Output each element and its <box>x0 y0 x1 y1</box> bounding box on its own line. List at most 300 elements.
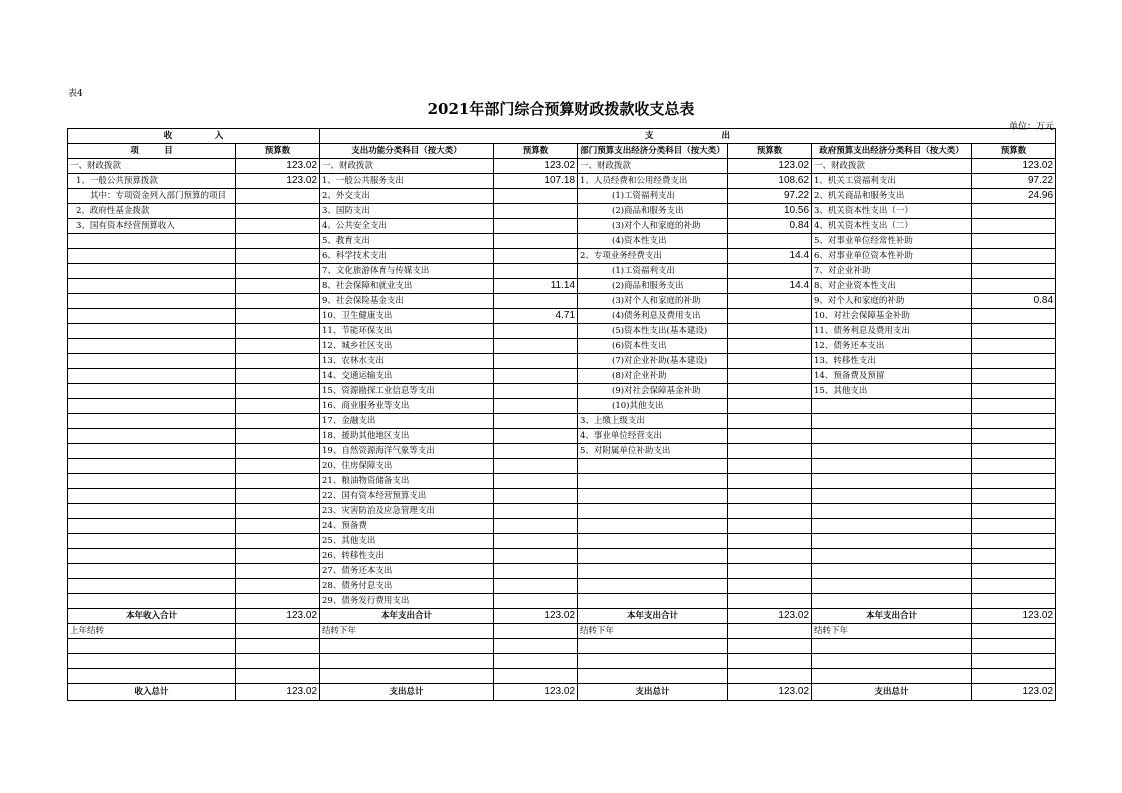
empty-cell <box>578 669 728 684</box>
label-cell <box>68 459 236 474</box>
label-cell: 结转下年 <box>320 624 494 639</box>
budget-cell <box>236 594 320 609</box>
budget-cell: 123.02 <box>728 609 812 624</box>
table-row <box>68 249 1056 264</box>
budget-cell <box>728 459 812 474</box>
budget-cell <box>728 414 812 429</box>
empty-cell <box>68 654 236 669</box>
label-cell: 15、其他支出 <box>812 384 972 399</box>
budget-cell: 108.62 <box>728 174 812 189</box>
label-cell <box>68 354 236 369</box>
budget-cell <box>728 444 812 459</box>
label-cell <box>812 534 972 549</box>
label-cell: 4、机关资本性支出（二） <box>812 219 972 234</box>
label-cell: 13、农林水支出 <box>320 354 494 369</box>
budget-cell: 123.02 <box>494 609 578 624</box>
label-cell <box>812 429 972 444</box>
col-dept-econ: 部门预算支出经济分类科目（按大类） <box>578 144 728 159</box>
empty-cell <box>320 669 494 684</box>
budget-cell <box>494 534 578 549</box>
label-cell: 4、事业单位经营支出 <box>578 429 728 444</box>
budget-cell <box>728 354 812 369</box>
empty-cell <box>812 669 972 684</box>
budget-cell: 123.02 <box>236 684 320 701</box>
budget-cell <box>236 444 320 459</box>
budget-cell <box>236 399 320 414</box>
label-cell: 一、财政拨款 <box>320 159 494 174</box>
label-cell <box>68 594 236 609</box>
label-cell: 28、债务付息支出 <box>320 579 494 594</box>
label-cell <box>68 489 236 504</box>
table-row <box>68 459 1056 474</box>
label-cell: 7、对企业补助 <box>812 264 972 279</box>
empty-cell <box>68 669 236 684</box>
label-cell: 5、对附属单位补助支出 <box>578 444 728 459</box>
budget-cell <box>236 264 320 279</box>
budget-cell: 14.4 <box>728 249 812 264</box>
label-cell <box>578 489 728 504</box>
label-cell: (7)对企业补助(基本建设) <box>578 354 728 369</box>
label-cell: 18、援助其他地区支出 <box>320 429 494 444</box>
empty-cell <box>578 639 728 654</box>
label-cell: 9、对个人和家庭的补助 <box>812 294 972 309</box>
budget-cell <box>972 594 1056 609</box>
empty-cell <box>728 639 812 654</box>
table-label: 表4 <box>68 89 83 99</box>
label-cell: 上年结转 <box>68 624 236 639</box>
empty-cell <box>494 654 578 669</box>
label-cell <box>68 324 236 339</box>
budget-cell <box>494 489 578 504</box>
empty-cell <box>494 639 578 654</box>
table-row <box>68 489 1056 504</box>
label-cell: 2、专项业务经费支出 <box>578 249 728 264</box>
label-cell <box>578 579 728 594</box>
col-item: 项 目 <box>68 144 236 159</box>
budget-cell: 123.02 <box>728 684 812 701</box>
label-cell: 一、财政拨款 <box>578 159 728 174</box>
budget-cell <box>728 429 812 444</box>
table-row <box>68 594 1056 609</box>
budget-cell <box>236 339 320 354</box>
col-budget-income: 预算数 <box>236 144 320 159</box>
budget-cell <box>494 384 578 399</box>
label-cell <box>812 444 972 459</box>
budget-cell <box>236 474 320 489</box>
budget-cell <box>236 489 320 504</box>
budget-cell <box>972 549 1056 564</box>
table-row <box>68 159 1056 174</box>
unit-label: 单位：万元 <box>1008 122 1054 132</box>
budget-cell <box>236 429 320 444</box>
budget-cell <box>236 249 320 264</box>
empty-cell <box>728 654 812 669</box>
label-cell <box>812 549 972 564</box>
label-cell: 支出总计 <box>578 684 728 701</box>
budget-cell <box>236 534 320 549</box>
label-cell <box>578 534 728 549</box>
budget-cell <box>236 309 320 324</box>
label-cell: 11、债务利息及费用支出 <box>812 324 972 339</box>
budget-cell <box>972 309 1056 324</box>
table-row <box>68 504 1056 519</box>
label-cell: 15、资源勘探工业信息等支出 <box>320 384 494 399</box>
budget-cell <box>972 519 1056 534</box>
label-cell <box>68 339 236 354</box>
label-cell <box>68 384 236 399</box>
label-cell: 本年支出合计 <box>320 609 494 624</box>
label-cell <box>68 414 236 429</box>
label-cell <box>812 594 972 609</box>
budget-cell <box>236 204 320 219</box>
label-cell: (4)资本性支出 <box>578 234 728 249</box>
label-cell <box>812 489 972 504</box>
label-cell: 12、城乡社区支出 <box>320 339 494 354</box>
label-cell: (5)资本性支出(基本建设) <box>578 324 728 339</box>
budget-cell <box>494 519 578 534</box>
table-row <box>68 519 1056 534</box>
budget-cell: 10.56 <box>728 204 812 219</box>
label-cell <box>68 579 236 594</box>
header-group-row <box>68 129 1056 144</box>
document-title: 2021年部门综合预算财政拨款收支总表 <box>427 100 695 118</box>
budget-cell <box>728 384 812 399</box>
label-cell: 本年支出合计 <box>578 609 728 624</box>
col-func-cls: 支出功能分类科目（按大类） <box>320 144 494 159</box>
budget-cell <box>236 459 320 474</box>
label-cell: 6、科学技术支出 <box>320 249 494 264</box>
label-cell: 24、预备费 <box>320 519 494 534</box>
budget-cell <box>494 204 578 219</box>
budget-cell <box>728 549 812 564</box>
table-row <box>68 549 1056 564</box>
budget-cell <box>728 234 812 249</box>
label-cell: 23、灾害防治及应急管理支出 <box>320 504 494 519</box>
label-cell: 22、国有资本经营预算支出 <box>320 489 494 504</box>
budget-cell <box>728 534 812 549</box>
empty-cell <box>972 639 1056 654</box>
budget-cell <box>728 579 812 594</box>
budget-cell <box>494 624 578 639</box>
budget-cell <box>972 459 1056 474</box>
budget-cell <box>972 384 1056 399</box>
empty-row <box>68 639 1056 654</box>
table-row <box>68 174 1056 189</box>
budget-cell <box>728 264 812 279</box>
budget-cell <box>972 444 1056 459</box>
table-row <box>68 354 1056 369</box>
budget-cell <box>728 519 812 534</box>
label-cell: 11、节能环保支出 <box>320 324 494 339</box>
budget-cell <box>236 564 320 579</box>
label-cell <box>68 549 236 564</box>
empty-cell <box>236 639 320 654</box>
subtotal-row <box>68 609 1056 624</box>
table-row <box>68 474 1056 489</box>
budget-cell: 0.84 <box>972 294 1056 309</box>
budget-cell <box>972 324 1056 339</box>
budget-cell <box>972 579 1056 594</box>
budget-cell <box>494 579 578 594</box>
budget-cell <box>728 399 812 414</box>
label-cell: 1、人员经费和公用经费支出 <box>578 174 728 189</box>
table-row <box>68 564 1056 579</box>
label-cell: 结转下年 <box>812 624 972 639</box>
label-cell: 12、债务还本支出 <box>812 339 972 354</box>
label-cell: (6)资本性支出 <box>578 339 728 354</box>
label-cell <box>812 414 972 429</box>
budget-cell <box>494 354 578 369</box>
budget-cell <box>494 339 578 354</box>
label-cell <box>578 519 728 534</box>
budget-cell <box>494 504 578 519</box>
income-header: 收 入 <box>68 129 320 144</box>
label-cell: 3、国有资本经营预算收入 <box>68 219 236 234</box>
col-budget-dept: 预算数 <box>728 144 812 159</box>
table-row <box>68 369 1056 384</box>
label-cell: 支出总计 <box>320 684 494 701</box>
expense-header: 支 出 <box>320 129 1056 144</box>
label-cell: 3、上缴上级支出 <box>578 414 728 429</box>
label-cell: (2)商品和服务支出 <box>578 204 728 219</box>
table-row <box>68 534 1056 549</box>
label-cell: 16、商业服务业等支出 <box>320 399 494 414</box>
label-cell: (8)对企业补助 <box>578 369 728 384</box>
budget-summary-table <box>67 128 1056 701</box>
label-cell: (9)对社会保障基金补助 <box>578 384 728 399</box>
budget-cell <box>494 459 578 474</box>
label-cell: 2、外交支出 <box>320 189 494 204</box>
table-row <box>68 189 1056 204</box>
label-cell: 21、粮油物资储备支出 <box>320 474 494 489</box>
budget-cell: 123.02 <box>972 684 1056 701</box>
label-cell <box>812 459 972 474</box>
budget-cell: 97.22 <box>728 189 812 204</box>
col-budget-gov: 预算数 <box>972 144 1056 159</box>
label-cell: 收入总计 <box>68 684 236 701</box>
label-cell <box>68 294 236 309</box>
label-cell: 6、对事业单位资本性补助 <box>812 249 972 264</box>
budget-cell <box>972 219 1056 234</box>
budget-cell <box>236 369 320 384</box>
budget-cell <box>972 369 1056 384</box>
budget-cell: 123.02 <box>236 174 320 189</box>
budget-cell: 123.02 <box>236 159 320 174</box>
budget-cell <box>236 279 320 294</box>
label-cell: (1)工资福利支出 <box>578 189 728 204</box>
budget-cell <box>972 504 1056 519</box>
budget-cell <box>236 504 320 519</box>
label-cell: 1、一般公共预算拨款 <box>68 174 236 189</box>
budget-cell <box>236 324 320 339</box>
budget-cell <box>972 534 1056 549</box>
table-row <box>68 339 1056 354</box>
table-row <box>68 384 1056 399</box>
label-cell: (10)其他支出 <box>578 399 728 414</box>
budget-cell: 4.71 <box>494 309 578 324</box>
table-row <box>68 399 1056 414</box>
empty-cell <box>236 669 320 684</box>
budget-cell <box>972 624 1056 639</box>
budget-cell <box>972 354 1056 369</box>
empty-cell <box>494 669 578 684</box>
label-cell <box>578 459 728 474</box>
label-cell <box>68 399 236 414</box>
label-cell <box>68 264 236 279</box>
label-cell: (3)对个人和家庭的补助 <box>578 294 728 309</box>
budget-cell <box>972 204 1056 219</box>
budget-cell: 123.02 <box>972 159 1056 174</box>
column-header-row <box>68 144 1056 159</box>
label-cell <box>812 579 972 594</box>
budget-cell <box>494 444 578 459</box>
label-cell: 1、机关工资福利支出 <box>812 174 972 189</box>
budget-cell: 0.84 <box>728 219 812 234</box>
label-cell <box>68 534 236 549</box>
budget-cell: 123.02 <box>972 609 1056 624</box>
empty-cell <box>578 654 728 669</box>
budget-cell <box>236 354 320 369</box>
label-cell: 2、机关商品和服务支出 <box>812 189 972 204</box>
budget-cell <box>494 429 578 444</box>
label-cell: 3、机关资本性支出（一） <box>812 204 972 219</box>
table-row <box>68 234 1056 249</box>
budget-cell <box>236 579 320 594</box>
label-cell <box>68 564 236 579</box>
budget-cell <box>494 564 578 579</box>
budget-cell <box>728 489 812 504</box>
budget-cell <box>972 234 1056 249</box>
label-cell: 25、其他支出 <box>320 534 494 549</box>
budget-cell <box>236 414 320 429</box>
budget-cell <box>494 189 578 204</box>
label-cell <box>812 564 972 579</box>
empty-cell <box>68 639 236 654</box>
budget-cell <box>728 564 812 579</box>
budget-cell <box>728 474 812 489</box>
label-cell: 17、金融支出 <box>320 414 494 429</box>
label-cell <box>578 564 728 579</box>
budget-cell: 11.14 <box>494 279 578 294</box>
table-row <box>68 264 1056 279</box>
budget-cell <box>972 264 1056 279</box>
table-row <box>68 429 1056 444</box>
label-cell <box>68 444 236 459</box>
budget-cell <box>494 219 578 234</box>
empty-cell <box>728 669 812 684</box>
budget-cell: 123.02 <box>494 159 578 174</box>
label-cell <box>68 279 236 294</box>
grand-total-row <box>68 684 1056 701</box>
budget-cell: 14.4 <box>728 279 812 294</box>
label-cell: (1)工资福利支出 <box>578 264 728 279</box>
label-cell <box>578 594 728 609</box>
budget-cell <box>972 474 1056 489</box>
label-cell: 27、债务还本支出 <box>320 564 494 579</box>
budget-cell <box>494 399 578 414</box>
label-cell: 本年收入合计 <box>68 609 236 624</box>
budget-cell <box>728 594 812 609</box>
label-cell: 一、财政拨款 <box>68 159 236 174</box>
label-cell: 4、公共安全支出 <box>320 219 494 234</box>
budget-cell <box>236 549 320 564</box>
label-cell: (4)债务利息及费用支出 <box>578 309 728 324</box>
budget-cell <box>728 369 812 384</box>
label-cell: 2、政府性基金拨款 <box>68 204 236 219</box>
budget-cell: 123.02 <box>494 684 578 701</box>
budget-cell <box>494 474 578 489</box>
empty-cell <box>320 639 494 654</box>
label-cell: 13、转移性支出 <box>812 354 972 369</box>
label-cell: (3)对个人和家庭的补助 <box>578 219 728 234</box>
budget-cell <box>728 294 812 309</box>
budget-cell: 24.96 <box>972 189 1056 204</box>
label-cell: 8、社会保障和就业支出 <box>320 279 494 294</box>
label-cell <box>812 519 972 534</box>
table-row <box>68 279 1056 294</box>
budget-cell <box>494 294 578 309</box>
label-cell: 结转下年 <box>578 624 728 639</box>
label-cell <box>68 234 236 249</box>
budget-cell <box>728 324 812 339</box>
empty-cell <box>320 654 494 669</box>
label-cell: 5、对事业单位经常性补助 <box>812 234 972 249</box>
budget-cell <box>972 339 1056 354</box>
label-cell <box>68 249 236 264</box>
col-budget-func: 预算数 <box>494 144 578 159</box>
budget-cell <box>494 549 578 564</box>
budget-cell <box>494 324 578 339</box>
budget-cell <box>494 249 578 264</box>
label-cell: 本年支出合计 <box>812 609 972 624</box>
budget-cell <box>494 369 578 384</box>
carry-over-row <box>68 624 1056 639</box>
empty-cell <box>972 654 1056 669</box>
label-cell: (2)商品和服务支出 <box>578 279 728 294</box>
label-cell: 29、债务发行费用支出 <box>320 594 494 609</box>
empty-row <box>68 654 1056 669</box>
table-row <box>68 294 1056 309</box>
empty-row <box>68 669 1056 684</box>
table-row <box>68 579 1056 594</box>
label-cell <box>812 399 972 414</box>
label-cell: 一、财政拨款 <box>812 159 972 174</box>
label-cell <box>68 309 236 324</box>
budget-cell <box>972 249 1056 264</box>
table-row <box>68 414 1056 429</box>
label-cell: 10、对社会保障基金补助 <box>812 309 972 324</box>
label-cell <box>68 519 236 534</box>
budget-cell <box>236 189 320 204</box>
budget-cell <box>494 594 578 609</box>
label-cell: 19、自然资源海洋气象等支出 <box>320 444 494 459</box>
budget-cell <box>728 504 812 519</box>
budget-cell <box>728 309 812 324</box>
budget-cell: 97.22 <box>972 174 1056 189</box>
budget-cell <box>972 429 1056 444</box>
budget-cell <box>236 624 320 639</box>
label-cell <box>68 369 236 384</box>
budget-cell <box>972 414 1056 429</box>
table-row <box>68 309 1056 324</box>
label-cell <box>68 504 236 519</box>
table-row <box>68 324 1056 339</box>
empty-cell <box>972 669 1056 684</box>
budget-cell <box>236 294 320 309</box>
label-cell <box>578 549 728 564</box>
label-cell: 5、教育支出 <box>320 234 494 249</box>
table-row <box>68 444 1056 459</box>
